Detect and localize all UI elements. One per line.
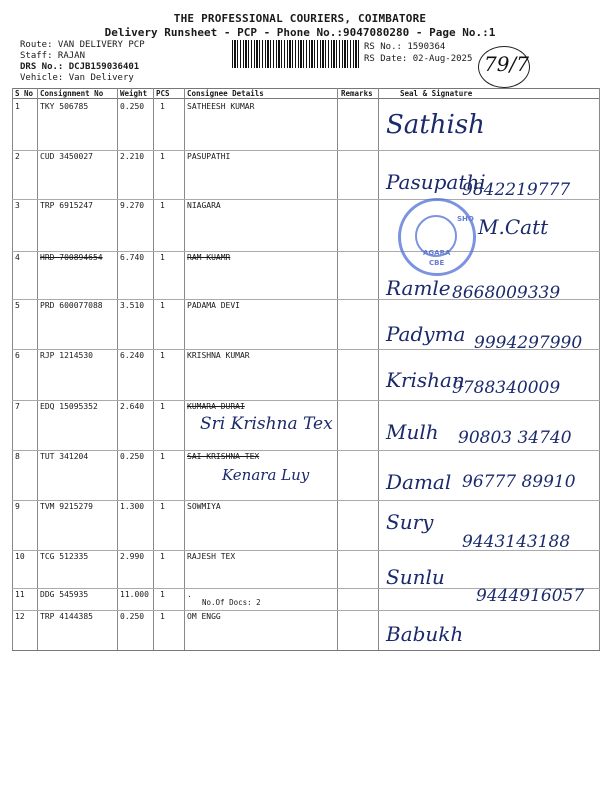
row-pcs: 1 [160, 452, 165, 461]
row-consignment-no: TVM 9215279 [40, 502, 93, 511]
row-signature: M.Catt [478, 215, 549, 239]
row-consignee-details: NIAGARA [187, 201, 221, 210]
row-consignment-no: TRP 4144385 [40, 612, 93, 621]
row-pcs: 1 [160, 253, 165, 262]
col-header-consignee: Consignee Details [187, 89, 264, 98]
row-signature: Sury [386, 510, 434, 534]
row-consignee-details: OM ENGG [187, 612, 221, 621]
row-signature: Pasupathi [386, 170, 486, 194]
stamp-text-bottom: CBE [429, 259, 445, 267]
route-label: Route: VAN DELIVERY PCP [20, 40, 145, 50]
col-header-pcs: PCS [156, 89, 170, 98]
docs-count-note: No.Of Docs: 2 [202, 598, 261, 607]
row-consignee-details: SAI KRISHNA TEX [187, 452, 260, 461]
row-handwritten-phone: 9443143188 [462, 532, 571, 552]
row-sno: 9 [15, 502, 20, 511]
rs-date: RS Date: 02-Aug-2025 [364, 54, 473, 64]
row-weight: 2.640 [120, 402, 145, 411]
col-header-consignment: Consignment No [40, 89, 104, 98]
row-consignment-no: CUD 3450027 [40, 152, 93, 161]
row-pcs: 1 [160, 152, 165, 161]
row-handwritten-phone: 96777 89910 [462, 472, 576, 492]
row-handwritten-phone: 9788340009 [452, 378, 561, 398]
row-consignment-no: DDG 545935 [40, 590, 89, 599]
row-signature: Sathish [386, 110, 485, 140]
vehicle-label: Vehicle: Van Delivery [20, 73, 134, 83]
row-pcs: 1 [160, 612, 165, 621]
row-consignee-details: RAJESH TEX [187, 552, 236, 561]
handwritten-consignee-8: Kenara Luy [222, 466, 310, 484]
barcode-image [232, 40, 360, 68]
company-seal-stamp [398, 198, 476, 276]
row-sno: 1 [15, 102, 20, 111]
stamp-text-right: SHO [457, 215, 474, 223]
row-pcs: 1 [160, 502, 165, 511]
runsheet-subtitle: Delivery Runsheet - PCP - Phone No.:9047080280 - Page No.:1 [104, 26, 496, 39]
staff-label: Staff: RAJAN [20, 51, 86, 61]
row-consignment-no: TKY 506785 [40, 102, 89, 111]
row-sno: 8 [15, 452, 20, 461]
row-sno: 3 [15, 201, 20, 210]
row-handwritten-phone: 90803 34740 [458, 428, 572, 448]
row-consignment-no: TUT 341204 [40, 452, 89, 461]
row-pcs: 1 [160, 201, 165, 210]
row-pcs: 1 [160, 590, 165, 599]
row-handwritten-phone: 9842219777 [462, 180, 571, 200]
row-pcs: 1 [160, 552, 165, 561]
col-header-remarks: Remarks [341, 89, 373, 98]
row-sno: 10 [15, 552, 25, 561]
row-weight: 1.300 [120, 502, 145, 511]
row-sno: 4 [15, 253, 20, 262]
row-consignee-details: PADAMA DEVI [187, 301, 240, 310]
handwritten-consignee-7: Sri Krishna Tex [200, 414, 333, 434]
row-weight: 0.250 [120, 452, 145, 461]
row-signature: Krishan [386, 368, 465, 392]
row-pcs: 1 [160, 301, 165, 310]
row-consignment-no: RJP 1214530 [40, 351, 93, 360]
row-consignment-no: EDQ 15095352 [40, 402, 98, 411]
row-weight: 0.250 [120, 612, 145, 621]
row-consignee-details: KRISHNA KUMAR [187, 351, 250, 360]
row-sno: 6 [15, 351, 20, 360]
row-weight: 0.250 [120, 102, 145, 111]
row-sno: 7 [15, 402, 20, 411]
row-signature: Ramle [386, 276, 451, 300]
company-title: THE PROFESSIONAL COURIERS, COIMBATORE [173, 12, 427, 25]
row-pcs: 1 [160, 402, 165, 411]
row-consignee-details: KUMARA DURAI [187, 402, 245, 411]
circled-mark-text: 79/7 [484, 52, 529, 76]
row-signature: Babukh [386, 622, 464, 646]
row-sno: 11 [15, 590, 25, 599]
row-consignee-details: PASUPATHI [187, 152, 231, 161]
row-sno: 5 [15, 301, 20, 310]
col-header-sno: S No [15, 89, 34, 98]
row-consignee-details: SOWMIYA [187, 502, 221, 511]
row-weight: 2.990 [120, 552, 145, 561]
row-weight: 6.740 [120, 253, 145, 262]
row-handwritten-phone: 8668009339 [452, 283, 561, 303]
row-weight: 2.210 [120, 152, 145, 161]
rs-number: RS No.: 1590364 [364, 42, 446, 52]
row-consignment-no: HRD 700894654 [40, 253, 103, 262]
row-signature: Padyma [386, 322, 466, 346]
row-weight: 11.000 [120, 590, 149, 599]
row-signature: Mulh [386, 420, 439, 444]
row-pcs: 1 [160, 351, 165, 360]
row-pcs: 1 [160, 102, 165, 111]
row-signature: Damal [386, 470, 452, 494]
row-consignment-no: TRP 6915247 [40, 201, 93, 210]
row-sno: 12 [15, 612, 25, 621]
row-handwritten-phone: 9994297990 [474, 333, 583, 353]
col-header-weight: Weight [120, 89, 148, 98]
row-consignment-no: TCG 512335 [40, 552, 89, 561]
row-consignee-details: RAM KUAMR [187, 253, 231, 262]
drs-number: DRS No.: DCJB159036401 [20, 62, 140, 72]
row-weight: 3.510 [120, 301, 145, 310]
row-handwritten-phone: 9444916057 [476, 586, 585, 606]
row-consignee-details: SATHEESH KUMAR [187, 102, 255, 111]
row-weight: 9.270 [120, 201, 145, 210]
row-sno: 2 [15, 152, 20, 161]
row-signature: Sunlu [386, 565, 445, 589]
row-weight: 6.240 [120, 351, 145, 360]
row-consignee-details: . [187, 590, 192, 599]
stamp-text-left: AGARA [423, 249, 451, 257]
col-header-signature: Seal & Signature [400, 89, 473, 98]
row-consignment-no: PRD 600077088 [40, 301, 103, 310]
